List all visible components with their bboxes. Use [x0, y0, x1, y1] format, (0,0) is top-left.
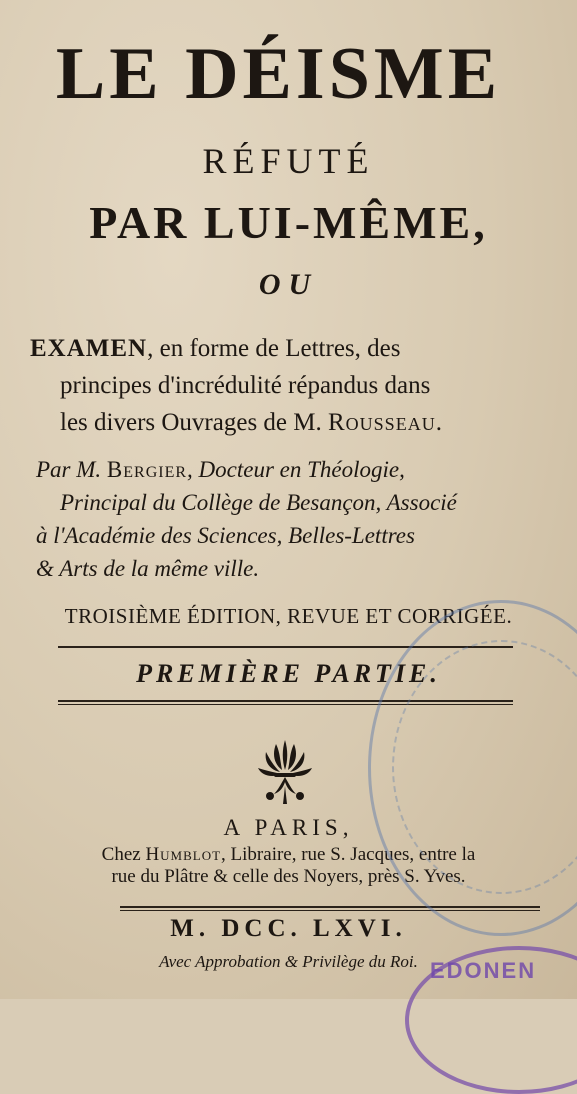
author-rousseau: Rousseau [328, 409, 436, 436]
author-block [36, 453, 556, 585]
title-line-2: RÉFUTÉ [202, 141, 375, 181]
subtitle-line-3 [30, 404, 550, 441]
subtitle-block [30, 330, 550, 441]
author-line-1 [36, 457, 405, 482]
library-stamp-purple-text: EDONEN [430, 958, 537, 983]
title-line-3: PAR LUI-MÊME, [89, 197, 488, 248]
publication-year: M. DCC. LXVI. [170, 915, 407, 942]
title-or: OU [258, 268, 319, 301]
approbation-line: Avec Approbation & Privilège du Roi. [159, 952, 418, 971]
author-par: Par M. [36, 457, 107, 482]
subtitle-line-3a: les divers Ouvrages de M. [60, 409, 328, 436]
author-title: , Docteur en Théologie, [187, 457, 405, 482]
edition-statement: TROISIÈME ÉDITION, REVUE ET CORRIGÉE. [64, 604, 513, 628]
author-name: Bergier [106, 457, 188, 482]
title-line-1: LE DÉISME [55, 33, 502, 115]
author-line-3: à l'Académie des Sciences, Belles-Lettres [36, 523, 415, 548]
imprint-chez: Chez [101, 844, 146, 865]
subtitle-line-3-end: . [435, 409, 442, 436]
printer-name: Humblot [145, 844, 222, 865]
imprint-city: A PARIS, [223, 815, 354, 840]
fleuron-ornament-icon [252, 736, 318, 808]
imprint-address: , Libraire, rue S. Jacques, entre la [221, 844, 476, 865]
subtitle-lead: EXAMEN [30, 335, 148, 362]
author-line-2: Principal du Collège de Besançon, Associé [60, 490, 457, 515]
subtitle-line-1: , en forme de Lettres, des [147, 335, 401, 362]
subtitle-line-2: principes d'incrédulité répandus dans [60, 372, 431, 399]
part-title: PREMIÈRE PARTIE. [136, 659, 441, 688]
author-line-4: & Arts de la même ville. [36, 556, 260, 581]
imprint-line-2: rue du Plâtre & celle des Noyers, près S. Yves. [111, 866, 466, 887]
